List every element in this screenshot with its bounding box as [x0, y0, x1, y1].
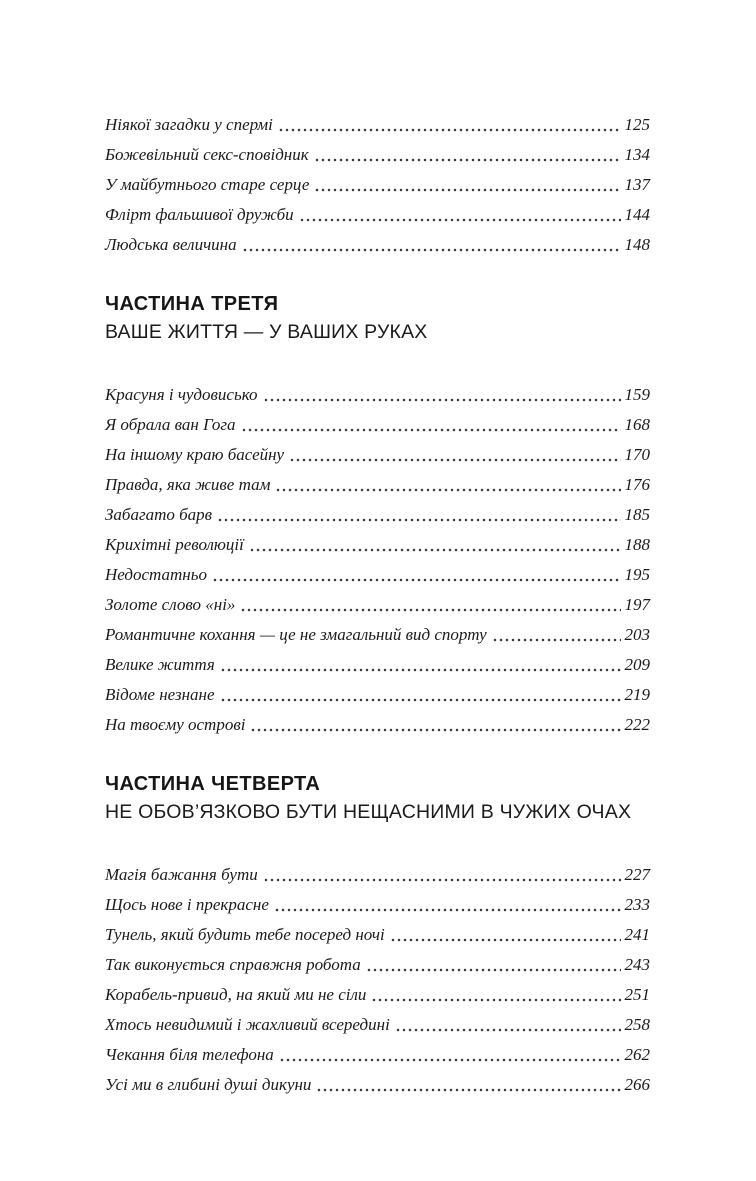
toc-entry	[105, 620, 650, 650]
entry-list	[105, 380, 650, 740]
entry-title: Недостатньо	[105, 565, 207, 584]
entry-page-number: 170	[624, 445, 650, 464]
toc-entry	[105, 1040, 650, 1070]
toc-entry	[105, 680, 650, 710]
part-heading-block	[105, 290, 650, 346]
dot-leader	[395, 1010, 621, 1040]
part-subtitle: ВАШЕ ЖИТТЯ — У ВАШИХ РУКАХ	[105, 321, 428, 343]
dot-leader	[299, 200, 621, 230]
entry-title: Крихітні революції	[105, 535, 244, 554]
dot-leader	[366, 950, 621, 980]
toc-entry	[105, 470, 650, 500]
toc-entry	[105, 1010, 650, 1040]
entry-page-number: 144	[624, 205, 650, 224]
entry-title: Людська величина	[105, 235, 237, 254]
entry-title: Романтичне кохання — це не змагальний вид спорту	[105, 625, 487, 644]
part-heading-block	[105, 770, 650, 826]
entry-page-number: 262	[624, 1045, 650, 1064]
entry-title: Усі ми в глибині душі дикуни	[105, 1075, 312, 1094]
toc-entry	[105, 950, 650, 980]
entry-title: Щось нове і прекрасне	[105, 895, 269, 914]
toc-entry	[105, 140, 650, 170]
entry-page-number: 137	[624, 175, 650, 194]
dot-leader	[390, 920, 621, 950]
toc-entry	[105, 200, 650, 230]
entry-page-number: 203	[624, 625, 650, 644]
dot-leader	[278, 110, 621, 140]
toc-entry	[105, 530, 650, 560]
entry-page-number: 159	[624, 385, 650, 404]
entry-page-number: 134	[624, 145, 650, 164]
toc-entry	[105, 380, 650, 410]
toc-entry	[105, 710, 650, 740]
dot-leader	[263, 860, 621, 890]
entry-page-number: 188	[624, 535, 650, 554]
entry-page-number: 241	[624, 925, 650, 944]
toc-entry	[105, 230, 650, 260]
entry-title: Чекання біля телефона	[105, 1045, 274, 1064]
entry-title: Правда, яка живе там	[105, 475, 271, 494]
dot-leader	[275, 470, 620, 500]
toc-entry	[105, 440, 650, 470]
entry-page-number: 168	[624, 415, 650, 434]
entry-title: Красуня і чудовисько	[105, 385, 258, 404]
dot-leader	[217, 500, 620, 530]
dot-leader	[250, 710, 620, 740]
entry-page-number: 209	[624, 655, 650, 674]
entry-title: Золоте слово «ні»	[105, 595, 236, 614]
entry-title: Хтось невидимий і жахливий всередині	[105, 1015, 390, 1034]
toc-entry	[105, 500, 650, 530]
entry-list	[105, 860, 650, 1100]
dot-leader	[242, 230, 621, 260]
entry-title: Я обрала ван Гога	[105, 415, 236, 434]
entry-page-number: 176	[624, 475, 650, 494]
entry-title: Так виконується справжня робота	[105, 955, 361, 974]
dot-leader	[371, 980, 620, 1010]
toc-entry	[105, 170, 650, 200]
entry-page-number: 197	[624, 595, 650, 614]
toc-entry	[105, 860, 650, 890]
entry-page-number: 222	[624, 715, 650, 734]
entry-title: Тунель, який будить тебе посеред ночі	[105, 925, 385, 944]
dot-leader	[314, 170, 620, 200]
dot-leader	[249, 530, 621, 560]
entry-title: Відоме незнане	[105, 685, 215, 704]
toc-entry	[105, 560, 650, 590]
entry-title: На іншому краю басейну	[105, 445, 285, 464]
entry-title: Корабель-привид, на який ми не сіли	[105, 985, 367, 1004]
toc-entry	[105, 890, 650, 920]
entry-page-number: 258	[624, 1015, 650, 1034]
entry-page-number: 148	[624, 235, 650, 254]
toc-entry	[105, 920, 650, 950]
dot-leader	[492, 620, 621, 650]
entry-page-number: 227	[624, 865, 650, 884]
toc-entry	[105, 590, 650, 620]
entry-page-number: 233	[624, 895, 650, 914]
toc-entry	[105, 110, 650, 140]
dot-leader	[220, 650, 621, 680]
dot-leader	[212, 560, 621, 590]
dot-leader	[274, 890, 621, 920]
toc-entry	[105, 650, 650, 680]
entry-title: Божевільний секс-сповідник	[105, 145, 309, 164]
entry-page-number: 251	[624, 985, 650, 1004]
dot-leader	[241, 410, 621, 440]
entry-title: У майбутнього старе серце	[105, 175, 310, 194]
dot-leader	[289, 440, 620, 470]
dot-leader	[316, 1070, 620, 1100]
part-title: ЧАСТИНА ЧЕТВЕРТА	[105, 773, 321, 795]
entry-title: Флірт фальшивої дружби	[105, 205, 294, 224]
entry-title: Ніякої загадки у спермі	[105, 115, 273, 134]
entry-title: Забагато барв	[105, 505, 213, 524]
dot-leader	[220, 680, 621, 710]
entry-page-number: 195	[624, 565, 650, 584]
entry-list	[105, 110, 650, 260]
toc-section	[105, 110, 650, 260]
entry-page-number: 125	[624, 115, 650, 134]
part-subtitle: НЕ ОБОВ’ЯЗКОВО БУТИ НЕЩАСНИМИ В ЧУЖИХ ОЧАХ	[105, 801, 632, 823]
toc-entry	[105, 410, 650, 440]
entry-title: Велике життя	[105, 655, 215, 674]
toc-entry	[105, 980, 650, 1010]
dot-leader	[263, 380, 621, 410]
dot-leader	[314, 140, 621, 170]
entry-page-number: 243	[624, 955, 650, 974]
entry-title: На твоєму острові	[105, 715, 246, 734]
entry-title: Магія бажання бути	[105, 865, 258, 884]
dot-leader	[279, 1040, 621, 1070]
entry-page-number: 185	[624, 505, 650, 524]
toc-section	[105, 290, 650, 740]
part-title: ЧАСТИНА ТРЕТЯ	[105, 293, 279, 315]
dot-leader	[240, 590, 620, 620]
entry-page-number: 266	[624, 1075, 650, 1094]
toc-section	[105, 770, 650, 1100]
toc-entry	[105, 1070, 650, 1100]
entry-page-number: 219	[624, 685, 650, 704]
